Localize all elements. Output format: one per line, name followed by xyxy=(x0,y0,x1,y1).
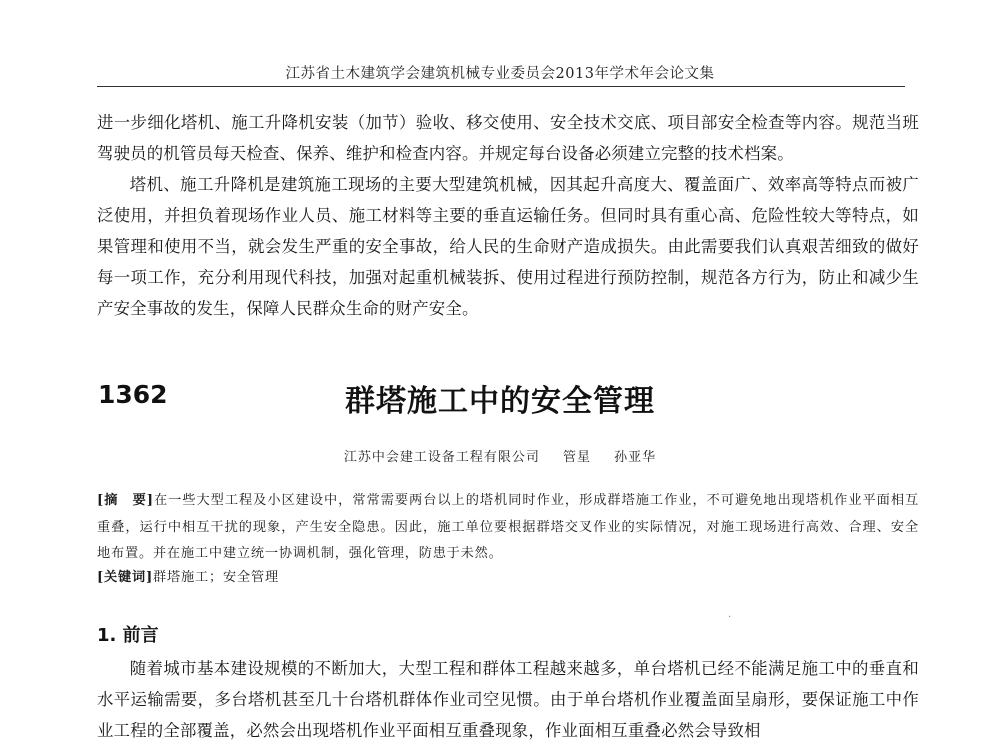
abstract xyxy=(97,488,919,568)
paper-number: 1362 xyxy=(98,380,168,409)
keywords-label: [关键词] xyxy=(97,570,154,585)
abstract-text: 在一些大型工程及小区建设中，常常需要两台以上的塔机同时作业，形成群塔施工作业，不可避免地出现塔机作业平面相互重叠，运行中相互干扰的现象，产生安全隐患。因此，施工单位要根据群塔交叉作业的实际情况，对施工现场进行高效、合理、安全地布置。并在施工中建立统一协调机制，强化管理，防患于未然。 xyxy=(97,493,919,561)
abstract-label: [摘 要] xyxy=(97,493,154,508)
previous-article-paragraph-1: 进一步细化塔机、施工升降机安装（加节）验收、移交使用、安全技术交底、项目部安全检查等内容。规范当班驾驶员的机管员每天检查、保养、维护和检查内容。并规定每台设备必须建立完整的技术档案。 xyxy=(97,113,919,163)
affiliation: 江苏中会建工设备工程有限公司 xyxy=(343,450,540,465)
keywords-text: 群塔施工；安全管理 xyxy=(153,570,279,585)
author-2: 孙亚华 xyxy=(614,450,657,465)
keywords xyxy=(97,566,279,585)
previous-article-paragraph-2: 塔机、施工升降机是建筑施工现场的主要大型建筑机械，因其起升高度大、覆盖面广、效率高等特点而被广泛使用，并担负着现场作业人员、施工材料等主要的垂直运输任务。但同时具有重心高、危险性较大等特点，如果管理和使用不当，就会发生严重的安全事故，给人民的生命财产造成损失。由此需要我们认真艰苦细致的做好每一项工作，充分利用现代科技，加强对起重机械装拆、使用过程进行预防控制，规范各方行为，防止和减少生产安全事故的发生，保障人民群众生命的财产安全。 xyxy=(97,175,919,318)
paper-title: 群塔施工中的安全管理 xyxy=(345,384,655,419)
author-line xyxy=(300,446,700,465)
header-rule xyxy=(97,86,905,87)
introduction-paragraph: 随着城市基本建设规模的不断加大，大型工程和群体工程越来越多，单台塔机已经不能满足施工中的垂直和水平运输需要，多台塔机甚至几十台塔机群体作业司空见惯。由于单台塔机作业覆盖面呈扇形，要保证施工中作业工程的全部覆盖，必然会出现塔机作业平面相互重叠现象，作业面相互重叠必然会导致相 xyxy=(97,659,919,740)
running-header: 江苏省土木建筑学会建筑机械专业委员会2013年学术年会论文集 xyxy=(285,66,715,82)
section-heading-introduction: 1. 前言 xyxy=(97,625,159,646)
author-1: 管星 xyxy=(562,450,591,465)
scan-speck: · xyxy=(728,612,732,623)
